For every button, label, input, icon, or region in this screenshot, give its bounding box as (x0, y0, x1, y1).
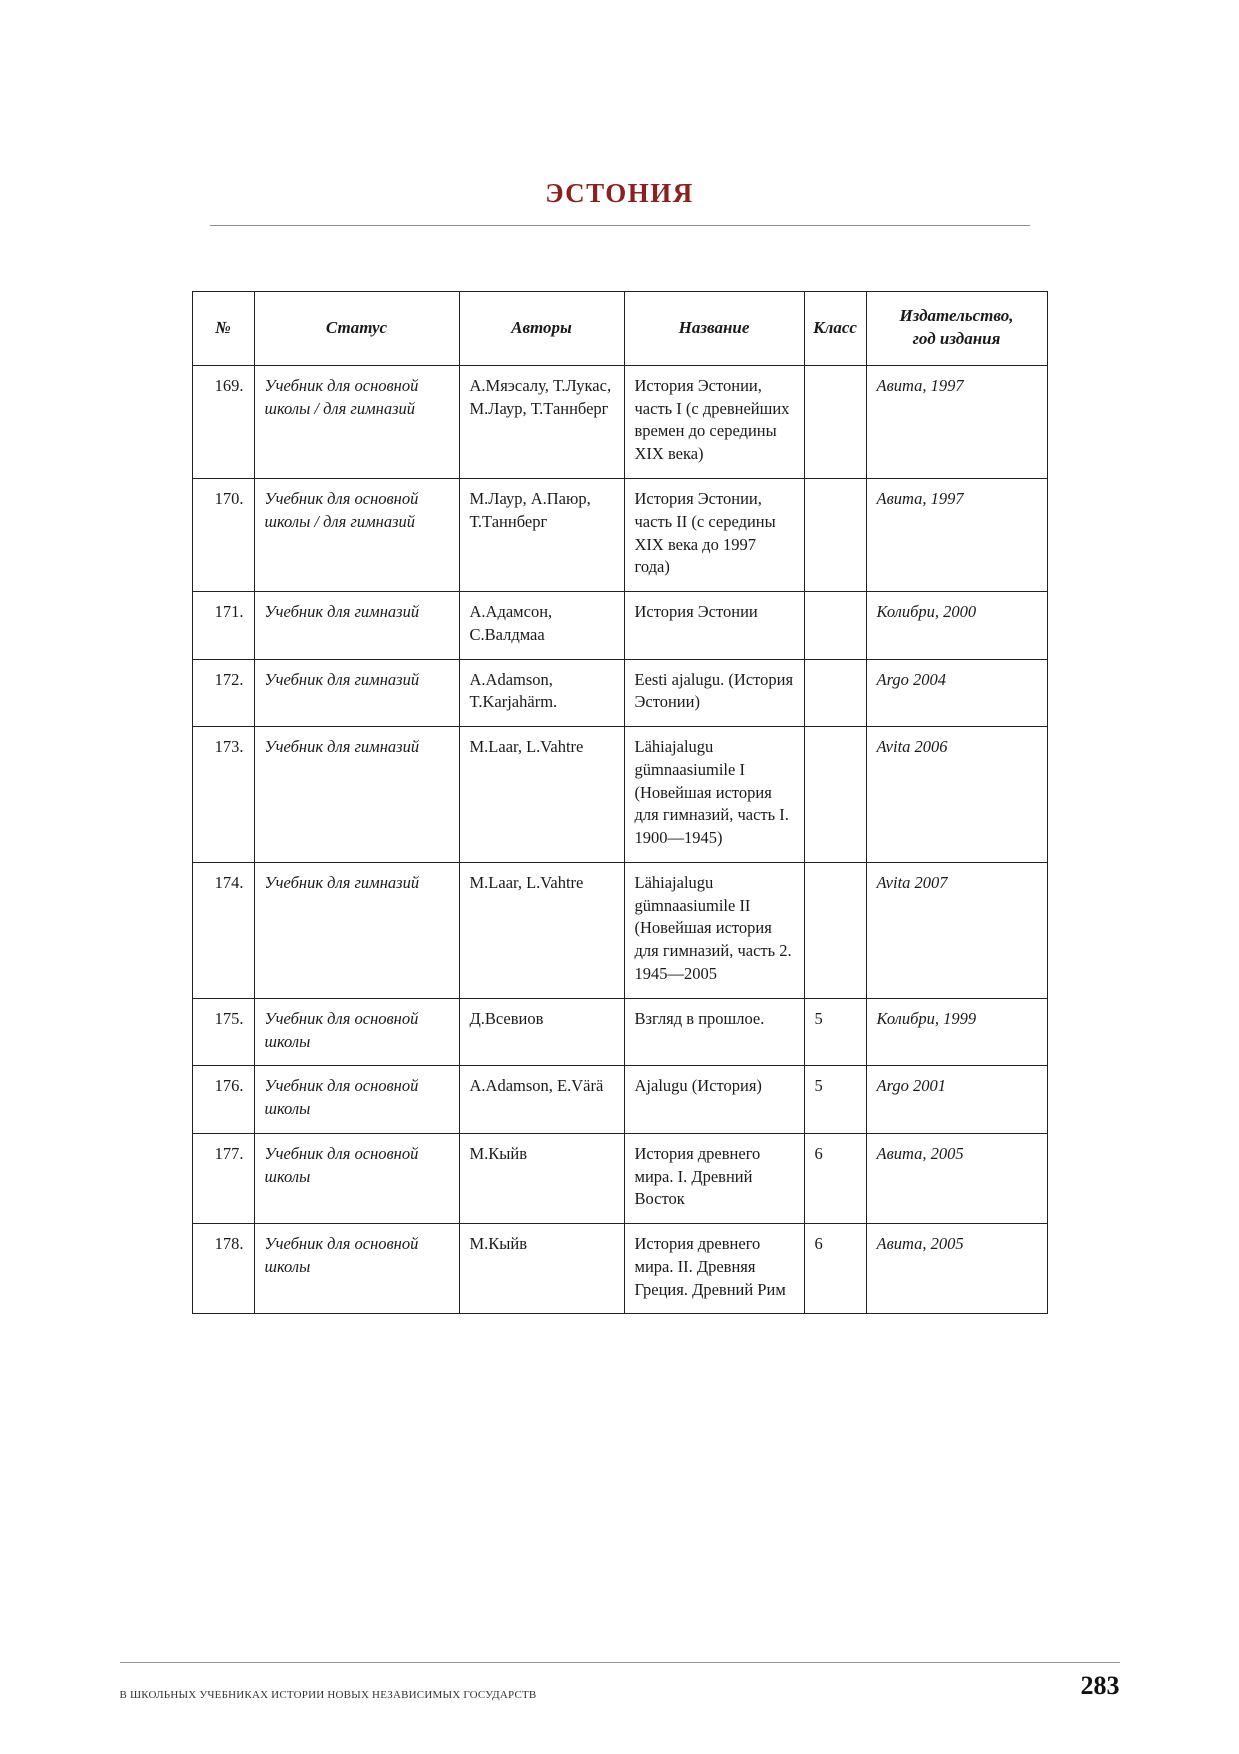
table-row (192, 998, 1047, 1066)
table-header-row (192, 292, 1047, 366)
cell-number: 177. (192, 1133, 254, 1223)
table-header (192, 292, 1047, 366)
table-row (192, 1133, 1047, 1223)
table-body (192, 365, 1047, 1314)
cell-status: Учебник для основной школы / для гимназий (254, 478, 459, 591)
textbooks-table (192, 291, 1048, 1314)
cell-status: Учебник для гимназий (254, 659, 459, 727)
cell-class (804, 365, 866, 478)
cell-class (804, 727, 866, 863)
table-row (192, 592, 1047, 660)
cell-number: 170. (192, 478, 254, 591)
cell-number: 178. (192, 1224, 254, 1314)
cell-publisher: Авита, 2005 (866, 1133, 1047, 1223)
cell-title: История Эстонии, часть I (с древнейших времен до середины XIX века) (624, 365, 804, 478)
table-row (192, 365, 1047, 478)
cell-status: Учебник для основной школы (254, 1224, 459, 1314)
cell-title: Взгляд в прошлое. (624, 998, 804, 1066)
cell-class: 5 (804, 998, 866, 1066)
column-header-title: Название (624, 292, 804, 366)
footer-divider (120, 1662, 1120, 1663)
cell-title: Lähiajalugu gümnaasiumile I (Новейшая история для гимназий, часть I. 1900—1945) (624, 727, 804, 863)
cell-class (804, 862, 866, 998)
cell-publisher: Авита, 1997 (866, 478, 1047, 591)
cell-status: Учебник для гимназий (254, 592, 459, 660)
cell-authors: M.Laar, L.Vahtre (459, 862, 624, 998)
table-row (192, 862, 1047, 998)
cell-title: История Эстонии (624, 592, 804, 660)
column-header-class: Класс (804, 292, 866, 366)
cell-number: 175. (192, 998, 254, 1066)
cell-authors: A.Adamson, T.Karjahärm. (459, 659, 624, 727)
page-footer (0, 1662, 1239, 1702)
table-row (192, 1066, 1047, 1134)
footer-note: В ШКОЛЬНЫХ УЧЕБНИКАХ ИСТОРИИ НОВЫХ НЕЗАВИСИМЫХ ГОСУДАРСТВ (119, 1689, 537, 1701)
cell-publisher: Avita 2006 (866, 727, 1047, 863)
cell-class: 6 (804, 1224, 866, 1314)
column-header-publisher-line1: Издательство, (899, 306, 1014, 325)
cell-title: Lähiajalugu gümnaasiumile II (Новейшая история для гимназий, часть 2. 1945—2005 (624, 862, 804, 998)
cell-status: Учебник для гимназий (254, 727, 459, 863)
column-header-authors: Авторы (459, 292, 624, 366)
cell-authors: Д.Всевиов (459, 998, 624, 1066)
table-row (192, 1224, 1047, 1314)
cell-publisher: Колибри, 1999 (866, 998, 1047, 1066)
cell-publisher: Argo 2004 (866, 659, 1047, 727)
cell-class: 6 (804, 1133, 866, 1223)
page-number: 283 (1080, 1671, 1120, 1700)
footer-row (120, 1671, 1120, 1701)
cell-status: Учебник для основной школы (254, 1066, 459, 1134)
cell-publisher: Колибри, 2000 (866, 592, 1047, 660)
cell-status: Учебник для гимназий (254, 862, 459, 998)
cell-class (804, 592, 866, 660)
table-row (192, 659, 1047, 727)
cell-publisher: Авита, 2005 (866, 1224, 1047, 1314)
cell-authors: A.Adamson, E.Värä (459, 1066, 624, 1134)
cell-authors: А.Адамсон, С.Валдмаа (459, 592, 624, 660)
table-row (192, 478, 1047, 591)
cell-title: Eesti ajalugu. (История Эстонии) (624, 659, 804, 727)
cell-title: История Эстонии, часть II (с середины XIX века до 1997 года) (624, 478, 804, 591)
cell-number: 169. (192, 365, 254, 478)
cell-number: 174. (192, 862, 254, 998)
cell-number: 172. (192, 659, 254, 727)
cell-title: Ajalugu (История) (624, 1066, 804, 1134)
cell-publisher: Argo 2001 (866, 1066, 1047, 1134)
cell-title: История древнего мира. II. Древняя Греция. Древний Рим (624, 1224, 804, 1314)
cell-status: Учебник для основной школы / для гимназий (254, 365, 459, 478)
column-header-number: № (192, 292, 254, 366)
cell-class (804, 478, 866, 591)
cell-status: Учебник для основной школы (254, 998, 459, 1066)
column-header-publisher (866, 292, 1047, 366)
column-header-publisher-line2: год издания (912, 329, 1001, 349)
table-row (192, 727, 1047, 863)
cell-number: 176. (192, 1066, 254, 1134)
cell-authors: М.Кыйв (459, 1133, 624, 1223)
cell-authors: M.Laar, L.Vahtre (459, 727, 624, 863)
cell-publisher: Авита, 1997 (866, 365, 1047, 478)
page-title: ЭСТОНИЯ (545, 178, 694, 208)
column-header-status: Статус (254, 292, 459, 366)
cell-class (804, 659, 866, 727)
title-divider (210, 225, 1030, 226)
cell-status: Учебник для основной школы (254, 1133, 459, 1223)
cell-authors: А.Мяэсалу, Т.Лукас, М.Лаур, Т.Таннберг (459, 365, 624, 478)
cell-number: 171. (192, 592, 254, 660)
cell-number: 173. (192, 727, 254, 863)
cell-publisher: Avita 2007 (866, 862, 1047, 998)
cell-title: История древнего мира. I. Древний Восток (624, 1133, 804, 1223)
cell-authors: М.Лаур, А.Паюр, Т.Таннберг (459, 478, 624, 591)
cell-class: 5 (804, 1066, 866, 1134)
cell-authors: М.Кыйв (459, 1224, 624, 1314)
